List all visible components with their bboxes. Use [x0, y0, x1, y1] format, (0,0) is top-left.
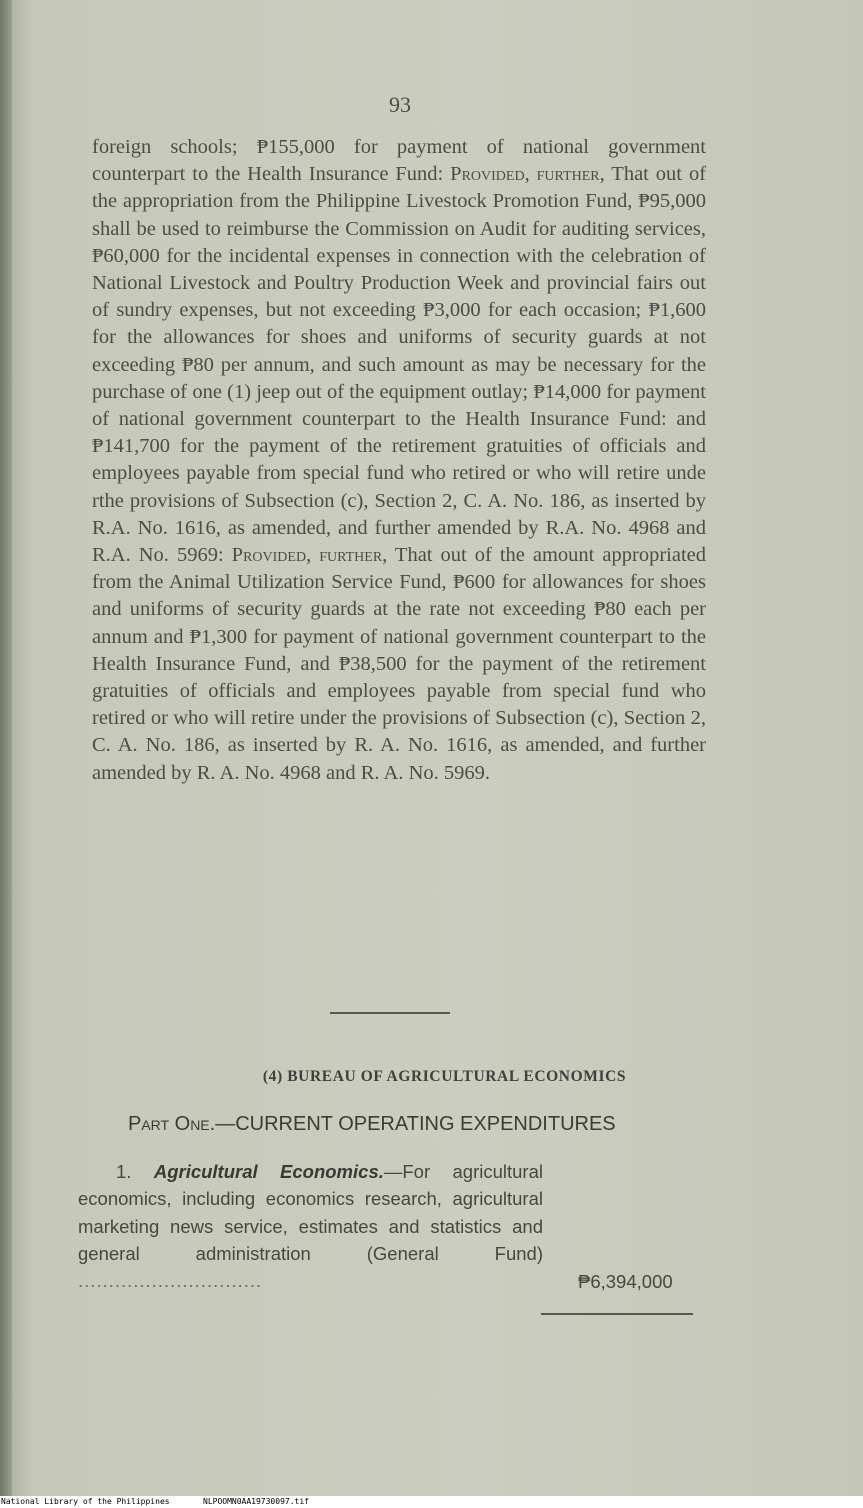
- item-number: 1.: [116, 1161, 132, 1182]
- page-number: 93: [389, 92, 411, 117]
- proviso-label-1: Provided, further,: [450, 163, 605, 186]
- book-spine-shadow: [0, 0, 12, 1496]
- item-title: Agricultural Economics.: [153, 1161, 384, 1182]
- body-text-part-2: That out of the appropriation from the Philippine Livestock Promotion Fund, ₱95,000 shall be used to reimburse the Commission on Audit for auditing services, ₱60,000 for the incidental expenses in connection with the celebration of National Livestock and Poultry Production Week and provincial fairs out of sundry expenses, but not exceeding ₱3,000 for each occasion; ₱1,600 for the allowances for shoes and uniforms of security guards at not exceeding ₱80 per annum, and such amount as may be necessary for the purchase of one (1) jeep out of the equipment outlay; ₱14,000 for payment of national government counterpart to the Health Insurance Fund: and ₱141,700 for the payment of the retirement gratuities of officials and employees payable from special fund who retired or who will retire unde rthe provisions of Subsection (c), Section 2, C. A. No. 186, as inserted by R.A. No. 1616, as amended, and further amended by R.A. No. 4968 and R.A. No. 5969:: [92, 163, 707, 567]
- dot-leader: ..............................: [78, 1270, 263, 1292]
- section-divider: [330, 1012, 450, 1014]
- footer-file-id: NLPOOMN0AA19730097.tif: [203, 1497, 309, 1506]
- section-heading: (4) BUREAU OF AGRICULTURAL ECONOMICS: [262, 1068, 627, 1085]
- item-description: —For agricultural economics, including economics research, agricultural marketing news service, estimates and statistics and general administration (General Fund): [78, 1161, 543, 1264]
- item-amount: ₱6,394,000: [578, 1271, 673, 1292]
- part-label: Part One.: [128, 1113, 216, 1135]
- body-text-part-3: That out of the amount appropriated from the Animal Utilization Service Fund, ₱600 for allowances for shoes and uniforms of security guards at the rate not exceeding ₱80 each per annum and ₱1,300 for payment of national government counterpart to the Health Insurance Fund, and ₱38,500 for the payment of the retirement gratuities of officials and employees payable from special fund who retired or who will retire under the provisions of Subsection (c), Section 2, C. A. No. 186, as inserted by R. A. No. 1616, as amended, and further amended by R. A. No. 4968 and R. A. No. 5969.: [92, 544, 706, 784]
- part-heading: [128, 1113, 616, 1136]
- body-paragraph: [92, 134, 706, 787]
- body-text-part-1: foreign schools; ₱155,000 for payment of national government counterpart to the Health Insurance Fund:: [92, 136, 706, 186]
- proviso-label-2: Provided, further,: [231, 544, 388, 567]
- footer-library-name: National Library of the Philippines: [1, 1497, 170, 1506]
- appropriation-item: [78, 1158, 543, 1294]
- part-title: —CURRENT OPERATING EXPENDITURES: [215, 1113, 616, 1135]
- total-underline: [541, 1313, 693, 1315]
